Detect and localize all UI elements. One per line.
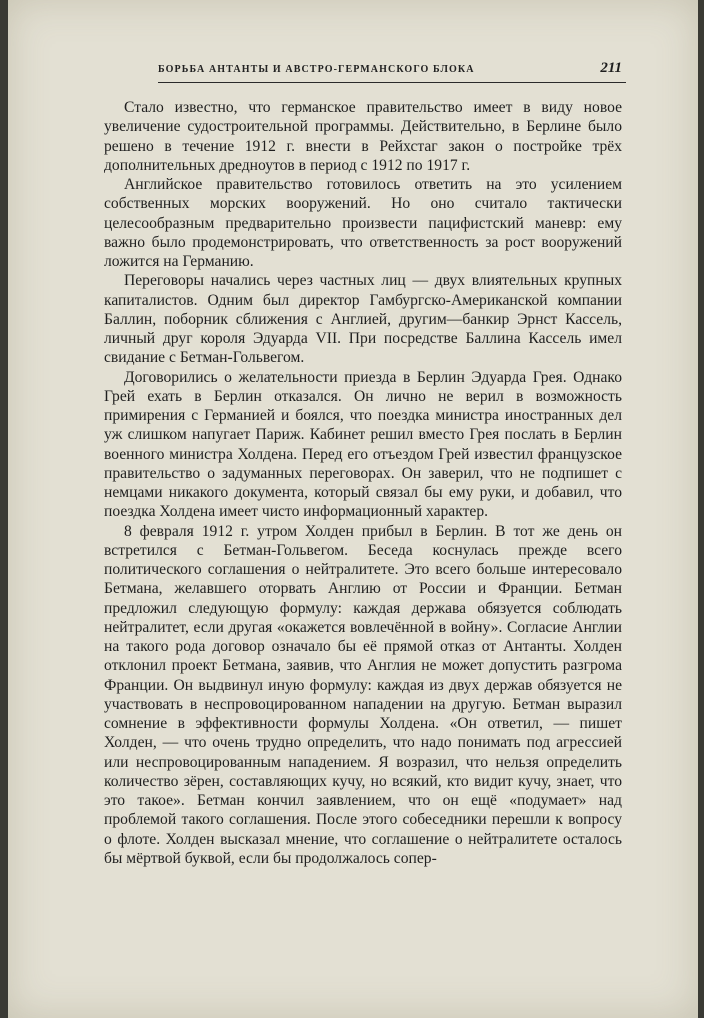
page-header (158, 60, 626, 83)
paragraph: Английское правительство готовилось ответить на это усилением собственных морских вооружений. Но оно считало тактически целесообразным предварительно произвести пацифистский маневр: ему важно было продемонстрировать, что ответственность за рост вооружений ложится на Германию. (104, 176, 622, 270)
book-page (8, 0, 698, 1018)
running-head: БОРЬБА АНТАНТЫ И АВСТРО-ГЕРМАНСКОГО БЛОКА (158, 64, 475, 75)
paragraph: Стало известно, что германское правительство имеет в виду новое увеличение судостроительной программы. Действительно, в Берлине было решено в течение 1912 г. внести в Рейхстаг закон о постройке трёх дополнительных дредноутов в период с 1912 по 1917 г. (104, 99, 622, 174)
paragraph: Договорились о желательности приезда в Берлин Эдуарда Грея. Однако Грей ехать в Берлин отказался. Он лично не верил в возможность примирения с Германией и боялся, что поездка министра иностранных дел уж слишком напугает Париж. Кабинет решил вместо Грея послать в Берлин военного министра Холдена. Перед его отъездом Грей известил французское правительство о задуманных переговорах. Он заверил, что не подпишет с немцами никакого документа, который связал бы ему руки, и добавил, что поездка Холдена имеет чисто информационный характер. (104, 368, 622, 521)
page-number: 211 (600, 60, 622, 76)
paragraph: 8 февраля 1912 г. утром Холден прибыл в Берлин. В тот же день он встретился с Бетман-Гольвегом. Беседа коснулась прежде всего политического соглашения о нейтралитете. Это всего больше интересовало Бетмана, желавшего оторвать Англию от России и Франции. Бетман предложил следующую формулу: каждая держава обязуется соблюдать нейтралитет, если другая «окажется вовлечённой в войну». Согласие Англии на такого рода договор означало бы её прямой отказ от Антанты. Холден отклонил проект Бетмана, заявив, что Англия не может допустить разгрома Франции. Он выдвинул иную формулу: каждая из двух держав обязуется не участвовать в неспровоцированном нападении на другую. Бетман выразил сомнение в эффективности формулы Холдена. «Он ответил, — пишет Холден, — что очень трудно определить, что надо понимать под агрессией или неспровоцированным нападением. Я возразил, что нельзя определить количество зёрен, составляющих кучу, но всякий, кто видит кучу, знает, что это такое». Бетман кончил заявлением, что он ещё «подумает» над проблемой такого соглашения. После этого собеседники перешли к вопросу о флоте. Холден высказал мнение, что соглашение о нейтралитете осталось бы мёртвой буквой, если бы продолжалось сопер- (104, 522, 622, 867)
paragraph: Переговоры начались через частных лиц — двух влиятельных крупных капиталистов. Одним был директор Гамбургско-Американской компании Баллин, поборник сближения с Англией, другим—банкир Эрнст Кассель, личный друг короля Эдуарда VII. При посредстве Баллина Кассель имел свидание с Бетман-Гольвегом. (104, 272, 622, 367)
body-text (104, 98, 622, 868)
